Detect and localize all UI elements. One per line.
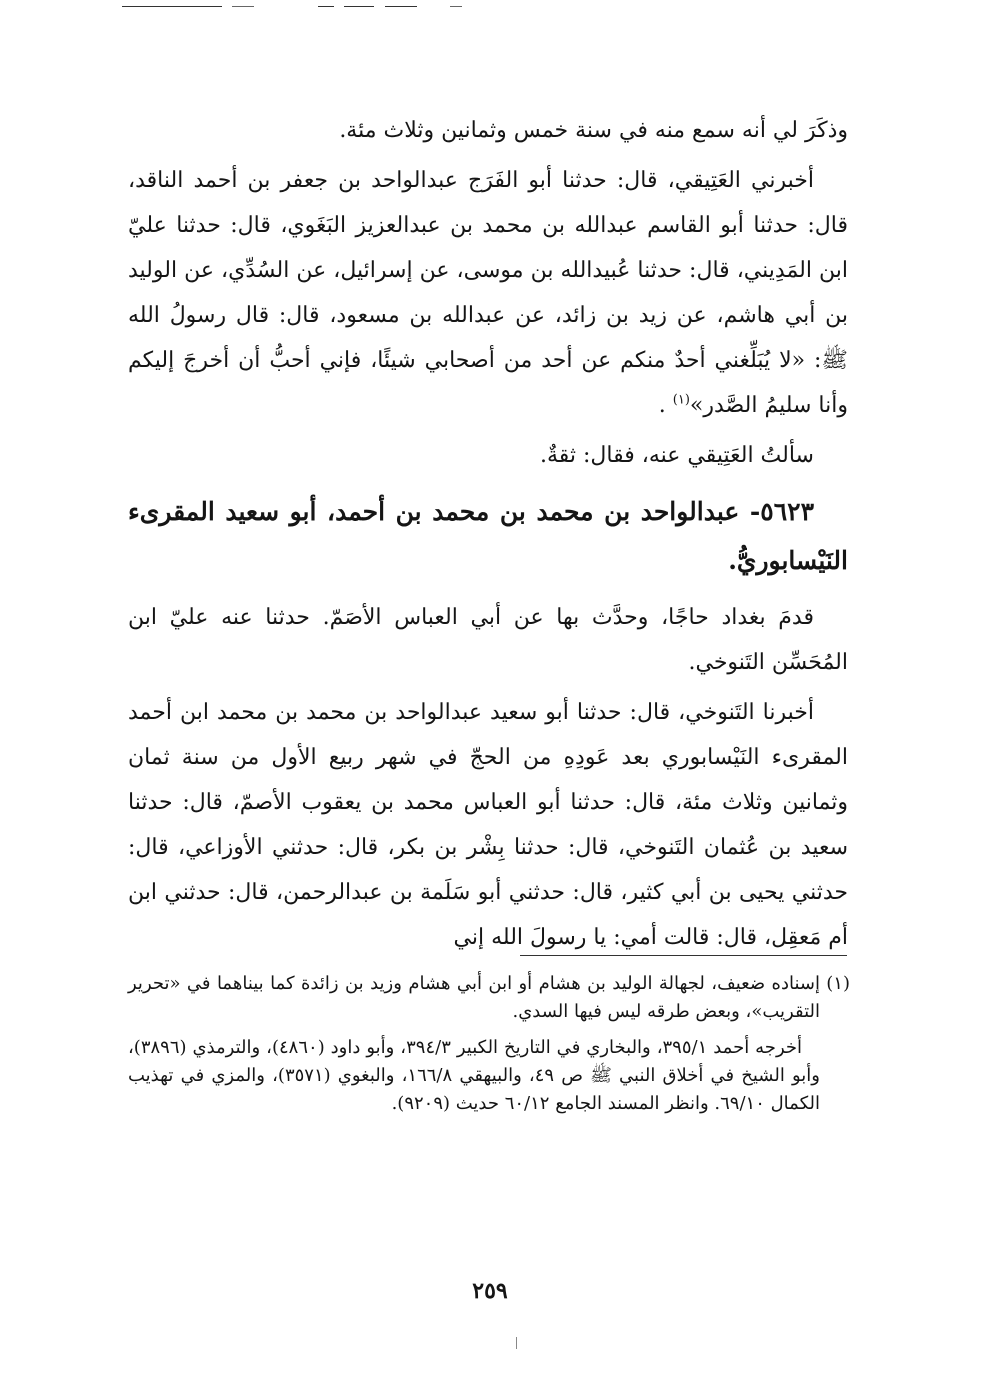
paragraph-intro: وذكَرَ لي أنه سمع منه في سنة خمس وثمانين وثلاث مئة.: [339, 118, 848, 143]
top-scan-rule: [450, 6, 462, 7]
footnote-text: إسناده ضعيف، لجهالة الوليد بن هشام أو ابن أبي هشام وزيد بن زائدة كما بيناهما في «تحرير التقريب»، وبعض طرقه ليس فيها السدي.: [128, 973, 820, 1022]
footnote-separator: [520, 955, 847, 956]
hadith-text: أخبرني العَتِيقي، قال: حدثنا أبو الفَرَج عبدالواحد بن جعفر بن أحمد الناقد، قال: حدثنا أبو القاسم عبدالله بن محمد بن عبدالعزيز البَغَوي، قال: حدثنا عليّ ابن المَدِيني، قال: حدثنا عُبيدالله بن موسى، عن إسرائيل، عن السُدِّي، عن الوليد بن أبي هاشم، عن زيد بن زائد، عن عبدالله بن مسعود، قال: قال رسولُ الله ﷺ: «لا يُبَلِّغني أحدٌ منكم عن أحد من أصحابي شيئًا، فإني أحبُّ أن أخرجَ إليكم وأنا سليمُ الصَّدر»: [128, 168, 848, 418]
footnote-reference[interactable]: (١): [672, 392, 690, 408]
main-text: [128, 108, 848, 960]
footnote-number: (١): [826, 973, 850, 994]
hadith-tail: .: [658, 393, 673, 418]
footnotes: [128, 970, 850, 1118]
top-scan-rule: [344, 6, 374, 7]
paragraph-grading: سألتُ العَتِيقي عنه، فقال: ثقةٌ.: [539, 443, 814, 468]
page-number: ٢٥٩: [472, 1278, 508, 1304]
paragraph-isnad: أخبرنا التَنوخي، قال: حدثنا أبو سعيد عبدالواحد بن محمد بن محمد ابن أحمد المقرىء النَيْسابوري بعد عَودِهِ من الحجّ في شهر ربيع الأول من سنة ثمان وثمانين وثلاث مئة، قال: حدثنا أبو العباس محمد بن يعقوب الأصمّ، قال: حدثنا سعيد بن عُثمان التَنوخي، قال: حدثنا بِشْر بن بكر، قال: حدثني الأوزاعي، قال: حدثني يحيى بن أبي كثير، قال: حدثني أبو سَلَمة بن عبدالرحمن، قال: حدثني ابن أم مَعقِل، قال: قالت أمي: يا رسولَ الله إني: [128, 700, 848, 950]
top-scan-rule: [122, 6, 222, 7]
top-scan-rule: [232, 6, 254, 7]
entry-heading: ٥٦٢٣- عبدالواحد بن محمد بن محمد بن أحمد، أبو سعيد المقرىء النَيْسابوريُّ.: [128, 497, 848, 575]
footnote-continuation: أخرجه أحمد ٣٩٥/١، والبخاري في التاريخ الكبير ٣٩٤/٣، وأبو داود (٤٨٦٠)، والترمذي (٣٨٩٦)، وأبو الشيخ في أخلاق النبي ﷺ ص ٤٩، والبيهقي ١٦٦/٨، والبغوي (٣٥٧١)، والمزي في تهذيب الكمال ٦٩/١٠. وانظر المسند الجامع ٦٠/١٢ حديث (٩٢٠٩).: [128, 1037, 821, 1114]
paragraph-hadith: [128, 158, 848, 428]
top-scan-rule: [385, 6, 417, 7]
bottom-scan-mark: [516, 1337, 517, 1349]
paragraph-biography: قدمَ بغداد حاجًا، وحدَّث بها عن أبي العباس الأصَمّ. حدثنا عنه عليّ ابن المُحَسِّن التَنوخي.: [128, 605, 848, 675]
top-scan-rule: [318, 6, 334, 7]
footnote-item: [128, 970, 850, 1026]
